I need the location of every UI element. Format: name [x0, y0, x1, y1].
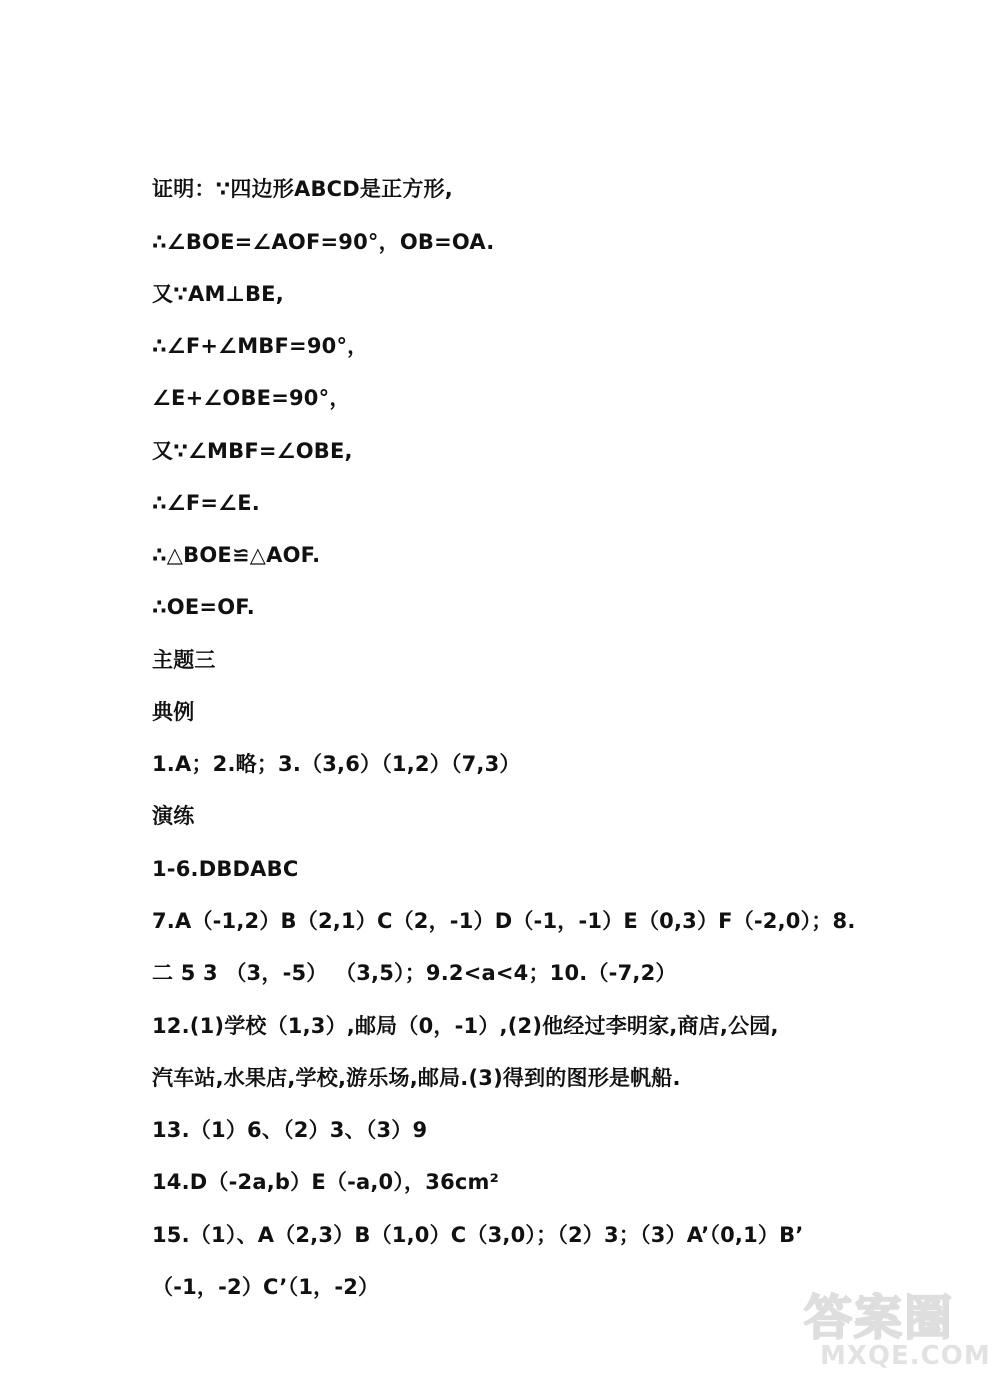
practice-answer-14: 14.D（-2a,b）E（-a,0），36cm²	[152, 1170, 500, 1194]
watermark-url: MXQE.COM	[820, 1341, 991, 1371]
practice-answer-8-10: 二 5 3 （3，-5） （3,5）；9.2<a<4；10.（-7,2）	[152, 961, 677, 985]
proof-line-6: 又∵∠MBF=∠OBE,	[152, 439, 353, 463]
section-heading: 主题三	[152, 648, 216, 672]
watermark-logo-text: 答案圈	[804, 1290, 955, 1346]
proof-line-7: ∴∠F=∠E.	[152, 491, 260, 515]
proof-line-4: ∴∠F+∠MBF=90°，	[152, 334, 369, 358]
examples-answers: 1.A；2.略；3.（3,6）（1,2）（7,3）	[152, 752, 521, 776]
practice-answer-12-b: 汽车站,水果店,学校,游乐场,邮局.(3)得到的图形是帆船.	[152, 1066, 681, 1090]
practice-answer-13: 13.（1）6、（2）3、（3）9	[152, 1118, 428, 1142]
proof-line-2: ∴∠BOE=∠AOF=90°，OB=OA.	[152, 230, 495, 254]
practice-answer-15-a: 15.（1）、A（2,3）B（1,0）C（3,0）；（2）3；（3）A’（0,1）B’	[152, 1223, 804, 1247]
practice-answer-7-8: 7.A（-1,2）B（2,1）C（2，-1）D（-1，-1）E（0,3）F（-2,0）；8.	[152, 909, 856, 933]
practice-answer-15-b: （-1，-2）C’（1，-2）	[152, 1275, 380, 1299]
site-watermark	[796, 1279, 991, 1375]
subsection-heading-examples: 典例	[152, 700, 195, 724]
proof-line-3: 又∵AM⊥BE,	[152, 282, 284, 306]
proof-line-8: ∴△BOE≌△AOF.	[152, 543, 321, 567]
practice-answer-12-a: 12.(1)学校（1,3）,邮局（0，-1）,(2)他经过李明家,商店,公园,	[152, 1014, 779, 1038]
proof-line-9: ∴OE=OF.	[152, 595, 255, 619]
proof-line-5: ∠E+∠OBE=90°，	[152, 386, 351, 410]
practice-answer-1-6: 1-6.DBDABC	[152, 857, 299, 881]
subsection-heading-practice: 演练	[152, 804, 195, 828]
proof-line-1: 证明：∵四边形ABCD是正方形,	[152, 177, 453, 201]
